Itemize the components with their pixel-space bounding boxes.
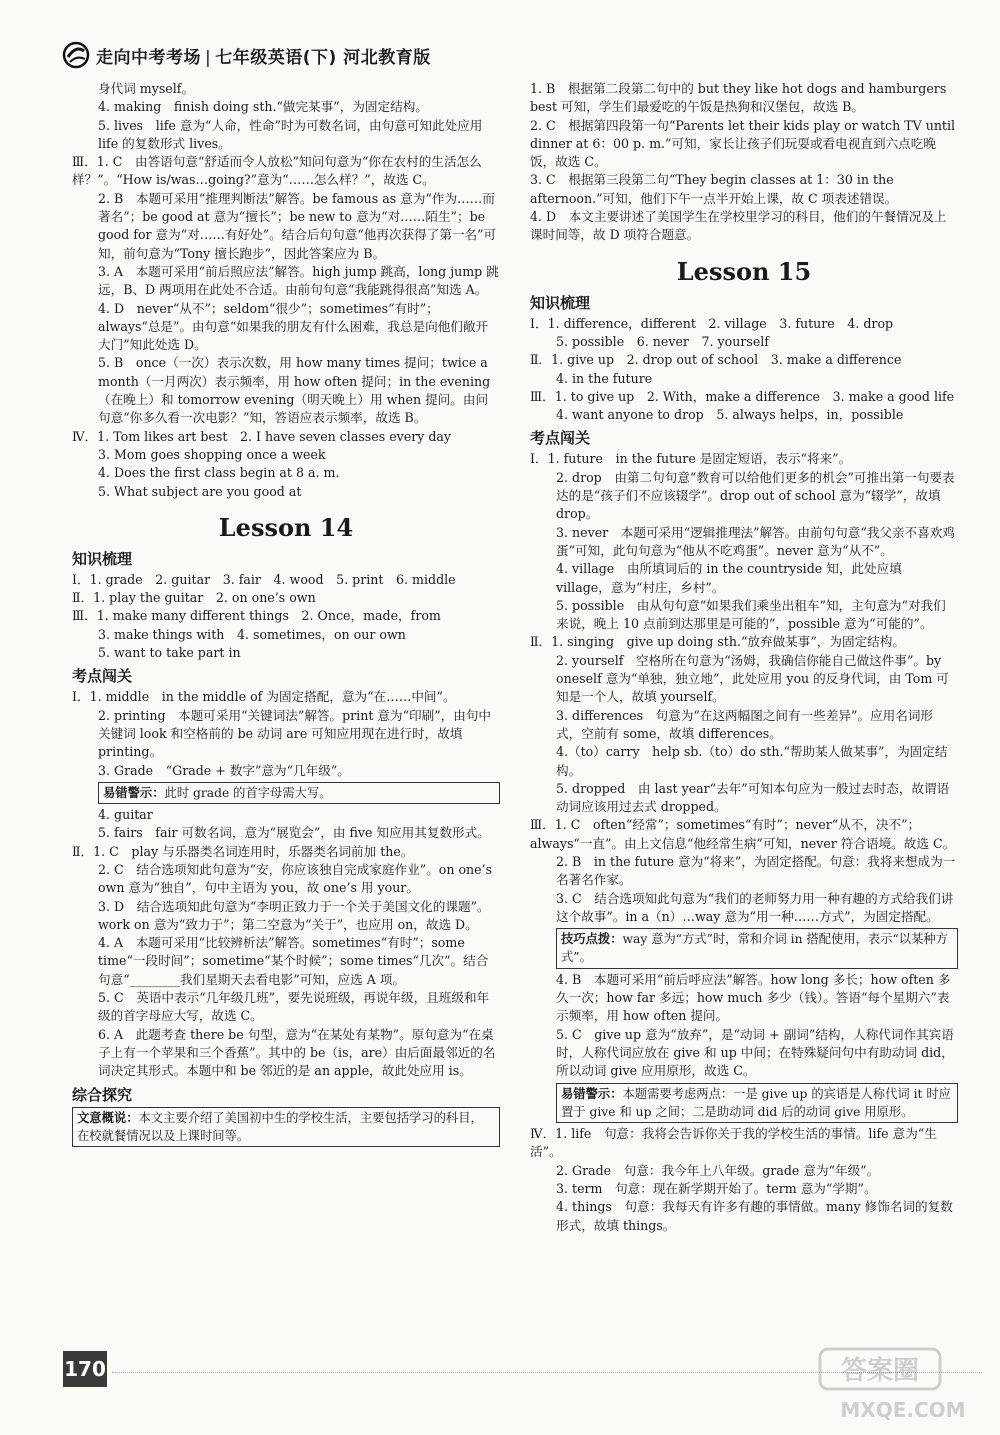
note-label: 易错警示： xyxy=(103,785,165,800)
answer-line: 3. C 根据第三段第二句“They begin classes at 1：30 in the afternoon.”可知，他们下午一点半开始上课，故 C 项表述错误。 xyxy=(530,172,898,206)
answer-line: 2. yourself 空格所在句意为“汤姆，我确信你能自己做这件事”。by oneself 意为“单独，独立地”，此处应用 you 的反身代词，由 Tom 可知是一个人，故填 yourself。 xyxy=(556,652,949,705)
answer-line: Ⅱ．1. C play 与乐器类名词连用时，乐器类名词前加 the。 xyxy=(72,843,414,859)
section-heading: 综合探究 xyxy=(72,1085,133,1104)
answer-line: 2. printing 本题可采用“关键词法”解答。print 意为“印刷”，由句中关键词 look 和空格前的 be 动词 are 可知应用现在进行时，故填 printing。 xyxy=(98,707,492,760)
note-text: 本文主要介绍了美国初中生的学校生活，主要包括学习的科目，在校就餐情况以及上课时间等。 xyxy=(77,1110,483,1143)
section-heading: 考点闯关 xyxy=(72,667,133,686)
answer-line: 5. want to take part in xyxy=(98,645,241,661)
answer-line: 3. Grade “Grade + 数字”意为“几年级”。 xyxy=(98,762,350,778)
watermark-url: MXQE.COM xyxy=(840,1398,966,1422)
answer-line: 6. A 此题考查 there be 句型，意为“在某处有某物”。原句意为“在桌子上有一个苹果和三个香蕉”。其中的 be（is，are）由后面最邻近的名词决定其形式。本题中和 be 邻近的是 an apple，故此处应用 is。 xyxy=(98,1026,496,1079)
left-column xyxy=(72,80,500,1149)
answer-line: 3. differences 句意为“在这两幅图之间有一些差异”。应用名词形式，空前有 some，故填 differences。 xyxy=(556,707,934,741)
section-heading: 知识梳理 xyxy=(72,549,133,568)
answer-line: Ⅲ．1. to give up 2. With，make a difference 3. make a good life xyxy=(530,388,955,404)
answer-line: 5. B once（一次）表示次数，用 how many times 提问；twice a month（一月两次）表示频率，用 how often 提问；in the evening（在晚上）和 tomorrow evening（明天晚上）用 when 提问。由问句意“你多久看一次电影？”知，答语应表示频率，故选 B。 xyxy=(98,355,491,426)
answer-line: 1. B 根据第二段第二句中的 but they like hot dogs and hamburgers best 可知，学生们最爱吃的午饭是热狗和汉堡包，故选 B。 xyxy=(530,81,947,115)
answer-line: Ⅳ．1. life 句意：我将会告诉你关于我的学校生活的事情。life 意为“生活”。 xyxy=(530,1126,937,1160)
answer-line: 2. Grade 句意：我今年上八年级。grade 意为“年级”。 xyxy=(556,1162,880,1178)
answer-line: Ⅲ．1. make many different things 2. Once，made，from xyxy=(72,608,441,624)
answer-line: 身代词 myself。 xyxy=(98,81,195,96)
answer-line: 5. possible 6. never 7. yourself xyxy=(556,333,769,349)
answer-line: 4. want anyone to drop 5. always helps，in，possible xyxy=(556,407,904,423)
lesson-title: Lesson 15 xyxy=(676,256,812,286)
answer-line: Ⅰ．1. future in the future 是固定短语，表示“将来”。 xyxy=(530,451,852,467)
answer-line: 5. fairs fair 可数名词，意为“展览会”，由 five 知应用其复数形式。 xyxy=(98,825,490,841)
note-text: 本题需要考虑两点：一是 give up 的宾语是人称代词 it 时应置于 give 和 up 之间；二是助动词 did 后的动词 give 用原形。 xyxy=(561,1086,951,1119)
answer-line: 4. village 由所填词后的 in the countryside 知，此处应填 village，意为“村庄，乡村”。 xyxy=(556,561,902,595)
answer-line: 4. guitar xyxy=(98,807,153,823)
answer-line: 4. D 本文主要讲述了美国学生在学校里学习的科目，他们的午餐情况及上课时间等，故 D 项符合题意。 xyxy=(530,209,947,243)
answer-line: 4. B 本题可采用“前后呼应法”解答。how long 多长；how often 多久一次；how far 多远；how much 多少（钱）。答语“每个星期六”表示频率，用 how often 提问。 xyxy=(556,971,951,1024)
answer-line: 2. B 本题可采用“推理判断法”解答。be famous as 意为“作为……而著名”；be good at 意为“擅长”；be new to 意为“对……陌生”；be good for 意为“对……有好处”。结合后句句意“他再次获得了第一名”可知，前句意为“Tony 擅长跑步”，因此答案应为 B。 xyxy=(98,190,497,261)
answer-line: 4. A 本题可采用“比较辨析法”解答。sometimes“有时”；some time“一段时间”；sometime“某个时候”；some times“几次”。结合句意“________我们星期天去看电影”可知，应选 A 项。 xyxy=(98,935,489,987)
note-box xyxy=(72,1107,500,1148)
answer-line: 5. C 英语中表示“几年级几班”，要先说班级，再说年级，且班级和年级的首字母应大写，故选 C。 xyxy=(98,990,490,1024)
answer-line: Ⅰ．1. grade 2. guitar 3. fair 4. wood 5. print 6. middle xyxy=(72,571,456,587)
section-heading: 考点闯关 xyxy=(530,429,591,448)
logo-icon xyxy=(62,41,90,69)
answer-line: 5. possible 由从句句意“如果我们乘坐出租车”知，主句意为“对我们来说，晚上 10 点前到达那里是可能的”，possible 意为“可能的”。 xyxy=(556,597,946,632)
series-title: 走向中考考场 xyxy=(96,47,201,68)
note-box xyxy=(98,782,500,804)
answer-line: 4. making finish doing sth.“做完某事”，为固定结构。 xyxy=(98,99,428,115)
note-box xyxy=(556,928,958,969)
note-text: way 意为“方式”时，常和介词 in 搭配使用，表示“以某种方式”。 xyxy=(561,932,948,965)
answer-line: 4.（to）carry help sb.（to）do sth.“帮助某人做某事”，为固定结构。 xyxy=(556,744,948,778)
page-number: 170 xyxy=(63,1351,107,1387)
answer-line: 4. in the future xyxy=(556,370,653,386)
answer-line: 2. drop 由第二句句意“教育可以给他们更多的机会”可推出第一句要表达的是“孩子们不应该辍学”。drop out of school 意为“辍学”，故填 drop。 xyxy=(556,469,955,522)
answer-line: 4. Does the first class begin at 8 a. m. xyxy=(98,465,340,481)
watermark-logo xyxy=(818,1345,988,1425)
running-header: 走向中考考场 | 七年级英语(下) 河北教育版 xyxy=(62,40,431,70)
answer-line: 3. A 本题可采用“前后照应法”解答。high jump 跳高，long jump 跳远，B、D 两项用在此处不合适。由前句句意“我能跳得很高”知选 A。 xyxy=(98,263,499,298)
note-label: 文意概说： xyxy=(77,1110,139,1125)
answer-line: 3. term 句意：现在新学期开始了。term 意为“学期”。 xyxy=(556,1181,877,1197)
answer-line: 3. make things with 4. sometimes，on our own xyxy=(98,626,406,642)
answer-line: Ⅳ．1. Tom likes art best 2. I have seven classes every day xyxy=(72,428,452,444)
answer-line: 5. dropped 由 last year“去年”可知本句应为一般过去时态，故谓语动词应该用过去式 dropped。 xyxy=(556,780,950,815)
answer-line: 3. D 结合选项知此句意为“李明正致力于一个关于美国文化的课题”。work on 意为“致力于”；第二空意为“关于”，也应用 on，故选 D。 xyxy=(98,898,490,932)
answer-line: Ⅱ．1. play the guitar 2. on one’s own xyxy=(72,590,316,606)
note-label: 技巧点拨： xyxy=(561,932,623,947)
answer-line: 5. lives life 意为“人命，性命”时为可数名词，由句意可知此处应用 life 的复数形式 lives。 xyxy=(98,117,483,151)
answer-line: Ⅰ．1. middle in the middle of 为固定搭配，意为“在……中间”。 xyxy=(72,689,456,705)
answer-line: 4. D never“从不”；seldom“很少”；sometimes“有时”；always“总是”。由句意“如果我的朋友有什么困难，我总是向他们敞开大门”知此处选 D。 xyxy=(98,300,489,353)
answer-line: 3. C 结合选项知此句意为“我们的老师努力用一种有趣的方式给我们讲这个故事”。in a（n）…way 意为“用一种……方式”，为固定搭配。 xyxy=(556,890,954,924)
right-column xyxy=(530,80,958,1235)
note-box xyxy=(556,1083,958,1124)
edition-label: 河北教育版 xyxy=(343,47,431,68)
answer-line: Ⅱ．1. give up 2. drop out of school 3. make a difference xyxy=(530,352,902,368)
book-title: 七年级英语(下) xyxy=(215,47,337,68)
answer-line: 4. things 句意：我每天有许多有趣的事情做。many 修饰名词的复数形式，故填 things。 xyxy=(556,1199,953,1233)
answer-line: 2. B in the future 意为“将来”，为固定搭配。句意：我将来想成为一名著名作家。 xyxy=(556,853,956,888)
answer-line: 5. What subject are you good at xyxy=(98,483,302,499)
watermark-text: 答案圈 xyxy=(840,1356,920,1386)
answer-line: 2. C 根据第四段第一句“Parents let their kids play or watch TV until dinner at 6：00 p. m.”可知，家长让孩子们玩耍或看电视直到六点吃晚饭，故选 C。 xyxy=(530,117,956,170)
answer-line: Ⅲ．1. C 由答语句意“舒适而令人放松”知问句意为“你在农村的生活怎么样？”。“How is/was…going?”意为“……怎么样？”，故选 C。 xyxy=(72,154,482,188)
answer-line: Ⅱ．1. singing give up doing sth.“放弃做某事”，为固定结构。 xyxy=(530,634,905,650)
note-text: 此时 grade 的首字母需大写。 xyxy=(164,785,332,800)
answer-line: 2. C 结合选项知此句意为“安，你应该独自完成家庭作业”。on one’s own 意为“独自”，句中主语为 you，故 one’s 用 your。 xyxy=(98,861,493,896)
answer-line: 3. Mom goes shopping once a week xyxy=(98,446,326,462)
answer-line: 3. never 本题可采用“逻辑推理法”解答。由前句句意“我父亲不喜欢鸡蛋”可知，此句句意为“他从不吃鸡蛋”。never 意为“从不”。 xyxy=(556,524,955,558)
section-heading: 知识梳理 xyxy=(530,293,591,312)
answer-line: Ⅰ．1. difference，different 2. village 3. future 4. drop xyxy=(530,315,894,331)
lesson-title: Lesson 14 xyxy=(218,512,354,542)
answer-line: 5. C give up 意为“放弃”，是“动词 + 副词”结构，人称代词作其宾语时，人称代词应放在 give 和 up 中间；在特殊疑问句中有助动词 did，所以动词 give 应用原形，故选 C。 xyxy=(556,1026,954,1079)
answer-line: Ⅲ．1. C often“经常”；sometimes“有时”；never“从不，决不”；always“一直”。由上文信息“他经常生病”可知，never 符合语境。故选 C。 xyxy=(530,817,956,851)
note-label: 易错警示： xyxy=(561,1086,623,1101)
